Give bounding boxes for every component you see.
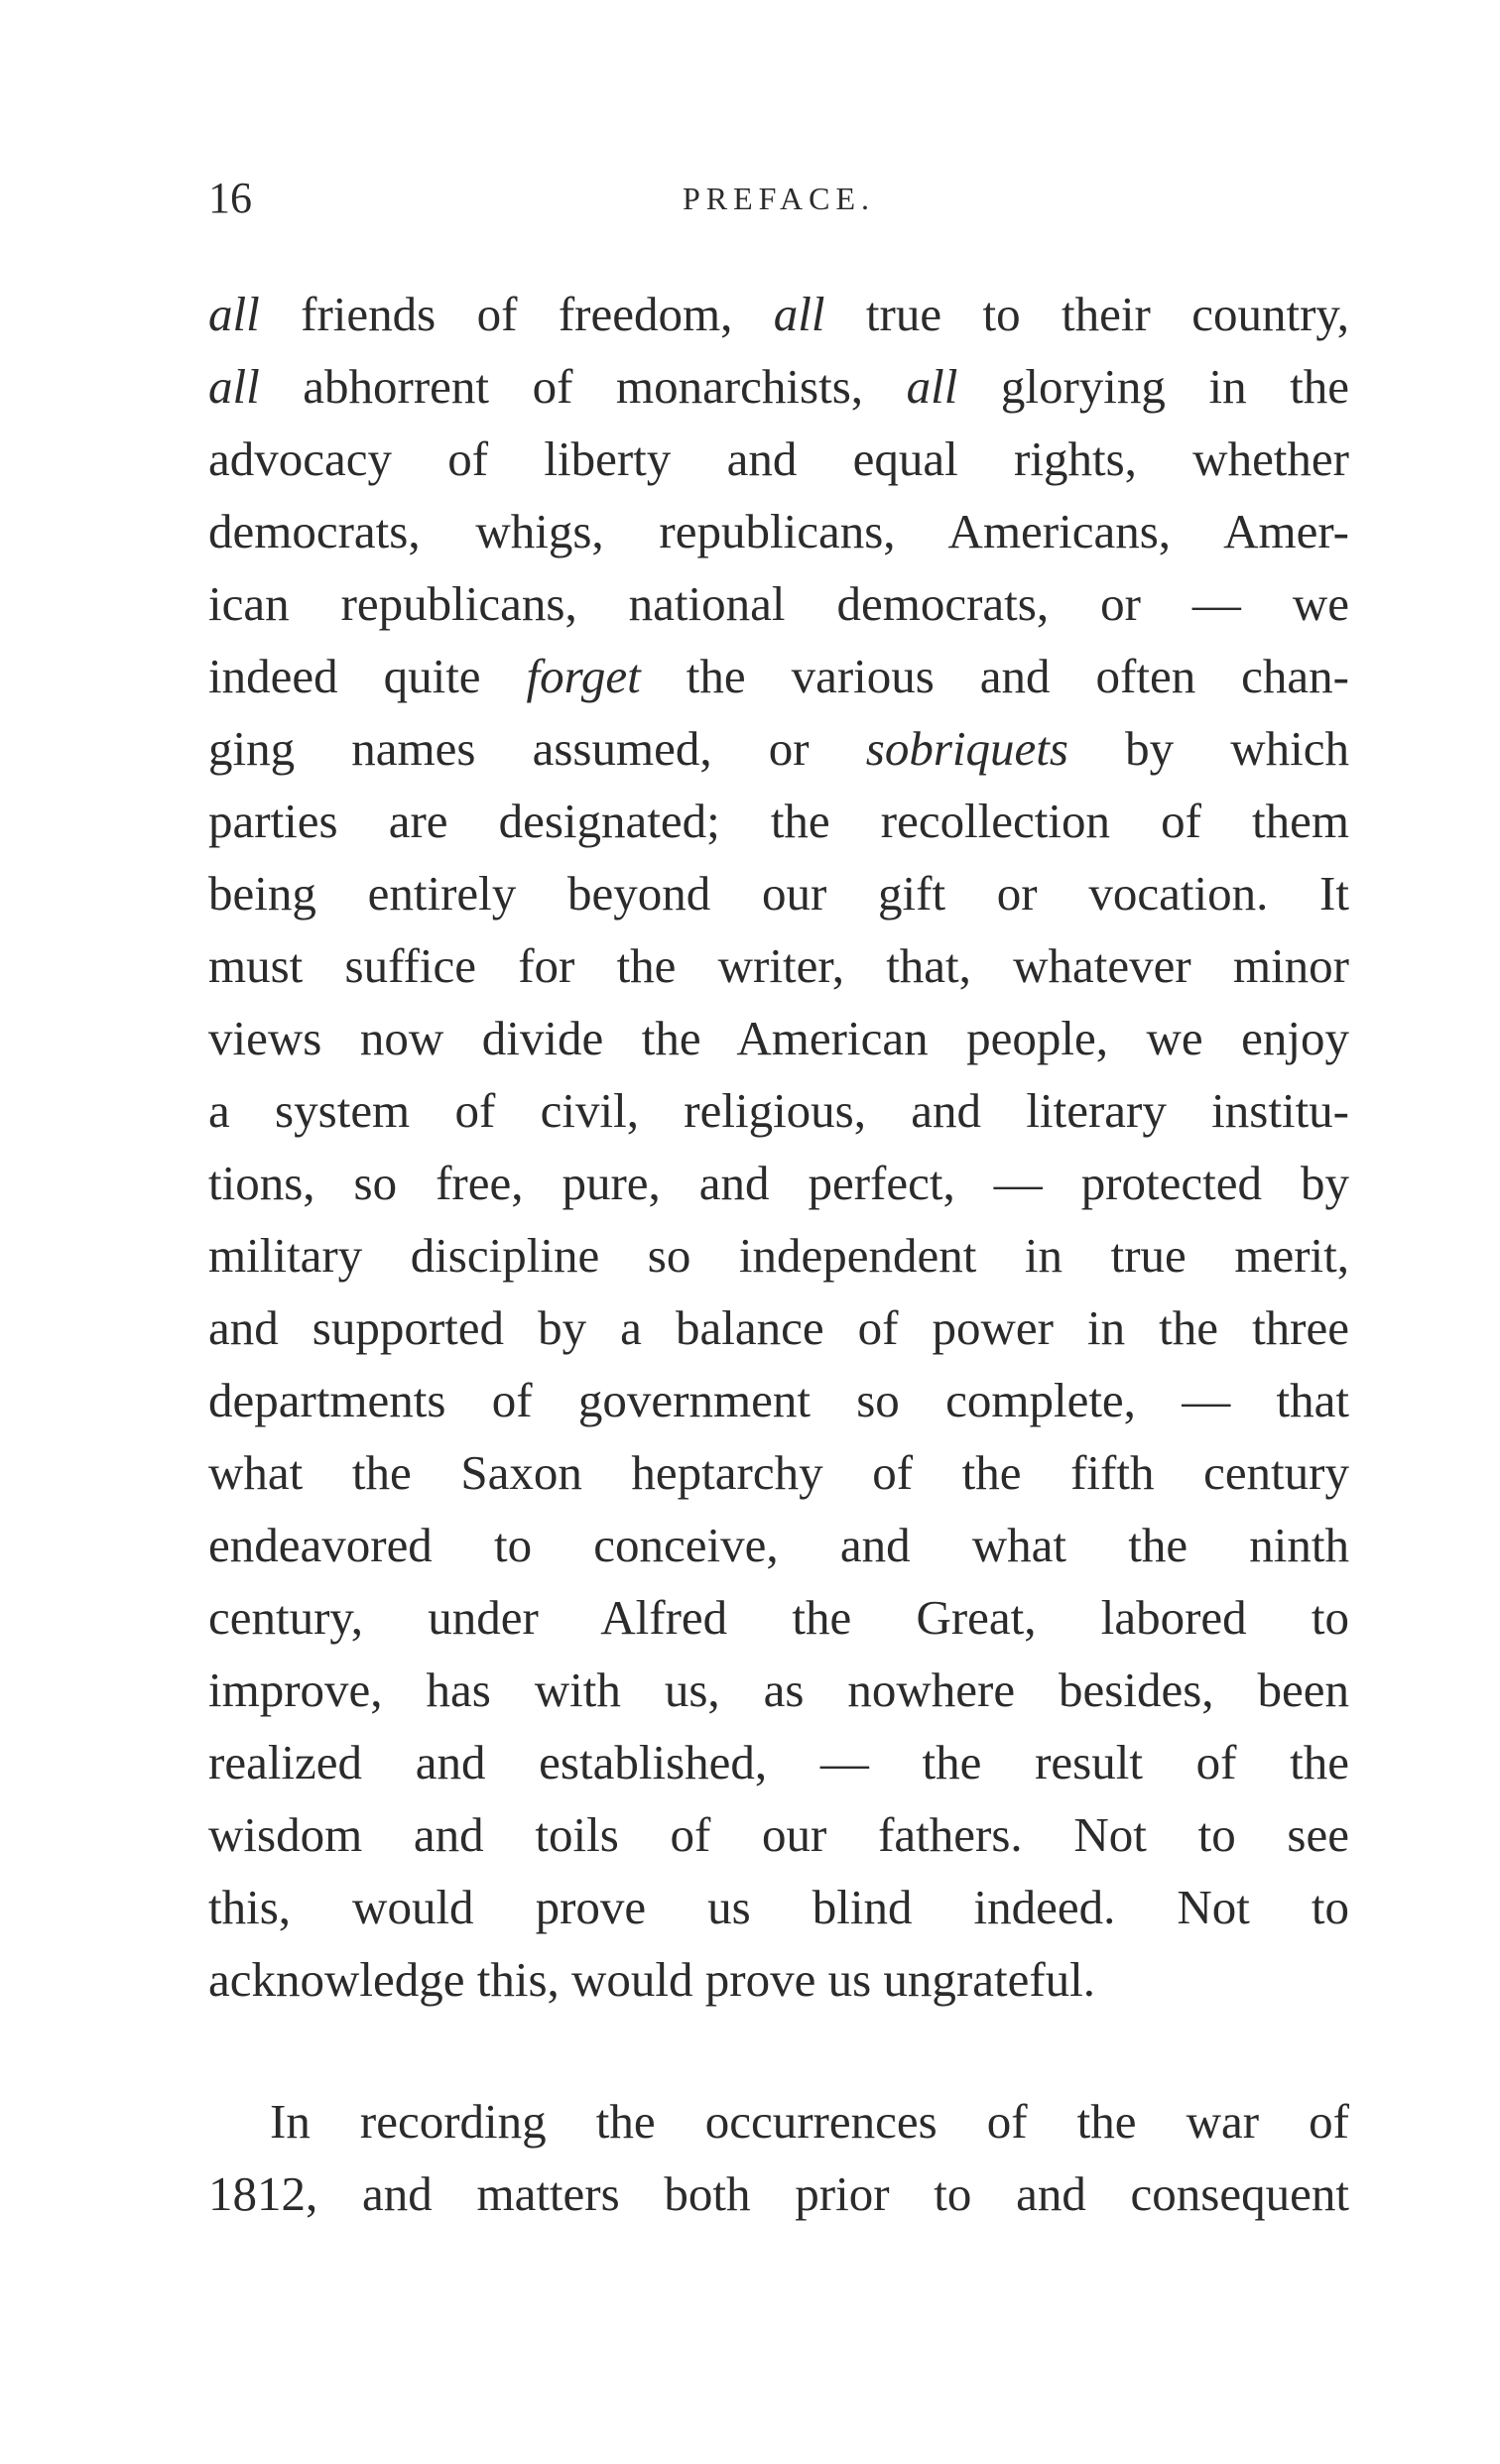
- running-head: [208, 164, 1349, 233]
- text-line: all abhorrent of monarchists, all glorying in the: [208, 359, 1349, 414]
- text-line: being entirely beyond our gift or vocation. It: [208, 866, 1349, 921]
- text-line: all friends of freedom, all true to their country,: [208, 287, 1349, 341]
- text-line: In recording the occurrences of the war of: [270, 2094, 1349, 2149]
- paragraph-gap: [208, 2016, 1349, 2085]
- text-line: advocacy of liberty and equal rights, whether: [208, 431, 1349, 486]
- text-line: must suffice for the writer, that, whatever minor: [208, 938, 1349, 993]
- body-text: [208, 278, 1349, 2230]
- text-line: ican republicans, national democrats, or — we: [208, 576, 1349, 631]
- page-number: 16: [208, 174, 252, 222]
- text-line: democrats, whigs, republicans, Americans, Amer-: [208, 504, 1349, 558]
- text-line: a system of civil, religious, and literary institu-: [208, 1083, 1349, 1138]
- text-line: century, under Alfred the Great, labored to: [208, 1590, 1349, 1645]
- text-line: endeavored to conceive, and what the ninth: [208, 1518, 1349, 1572]
- text-line: 1812, and matters both prior to and consequent: [208, 2166, 1349, 2221]
- paragraph-1: [208, 278, 1349, 2016]
- text-line: what the Saxon heptarchy of the fifth century: [208, 1445, 1349, 1500]
- text-line: and supported by a balance of power in the three: [208, 1300, 1349, 1355]
- text-line: parties are designated; the recollection of them: [208, 794, 1349, 848]
- text-line: indeed quite forget the various and often chan-: [208, 649, 1349, 703]
- running-title: PREFACE.: [682, 181, 876, 216]
- text-line: tions, so free, pure, and perfect, — protected by: [208, 1156, 1349, 1210]
- text-line: ging names assumed, or sobriquets by which: [208, 721, 1349, 776]
- paragraph-2: [208, 2085, 1349, 2230]
- text-line: views now divide the American people, we enjoy: [208, 1011, 1349, 1065]
- text-line: departments of government so complete, — that: [208, 1373, 1349, 1427]
- text-line: military discipline so independent in true merit,: [208, 1228, 1349, 1283]
- text-line: improve, has with us, as nowhere besides, been: [208, 1663, 1349, 1717]
- text-line: realized and established, — the result of the: [208, 1735, 1349, 1789]
- text-line: this, would prove us blind indeed. Not to: [208, 1880, 1349, 1934]
- text-line: acknowledge this, would prove us ungrateful.: [208, 1952, 1096, 2007]
- text-line: wisdom and toils of our fathers. Not to see: [208, 1807, 1349, 1862]
